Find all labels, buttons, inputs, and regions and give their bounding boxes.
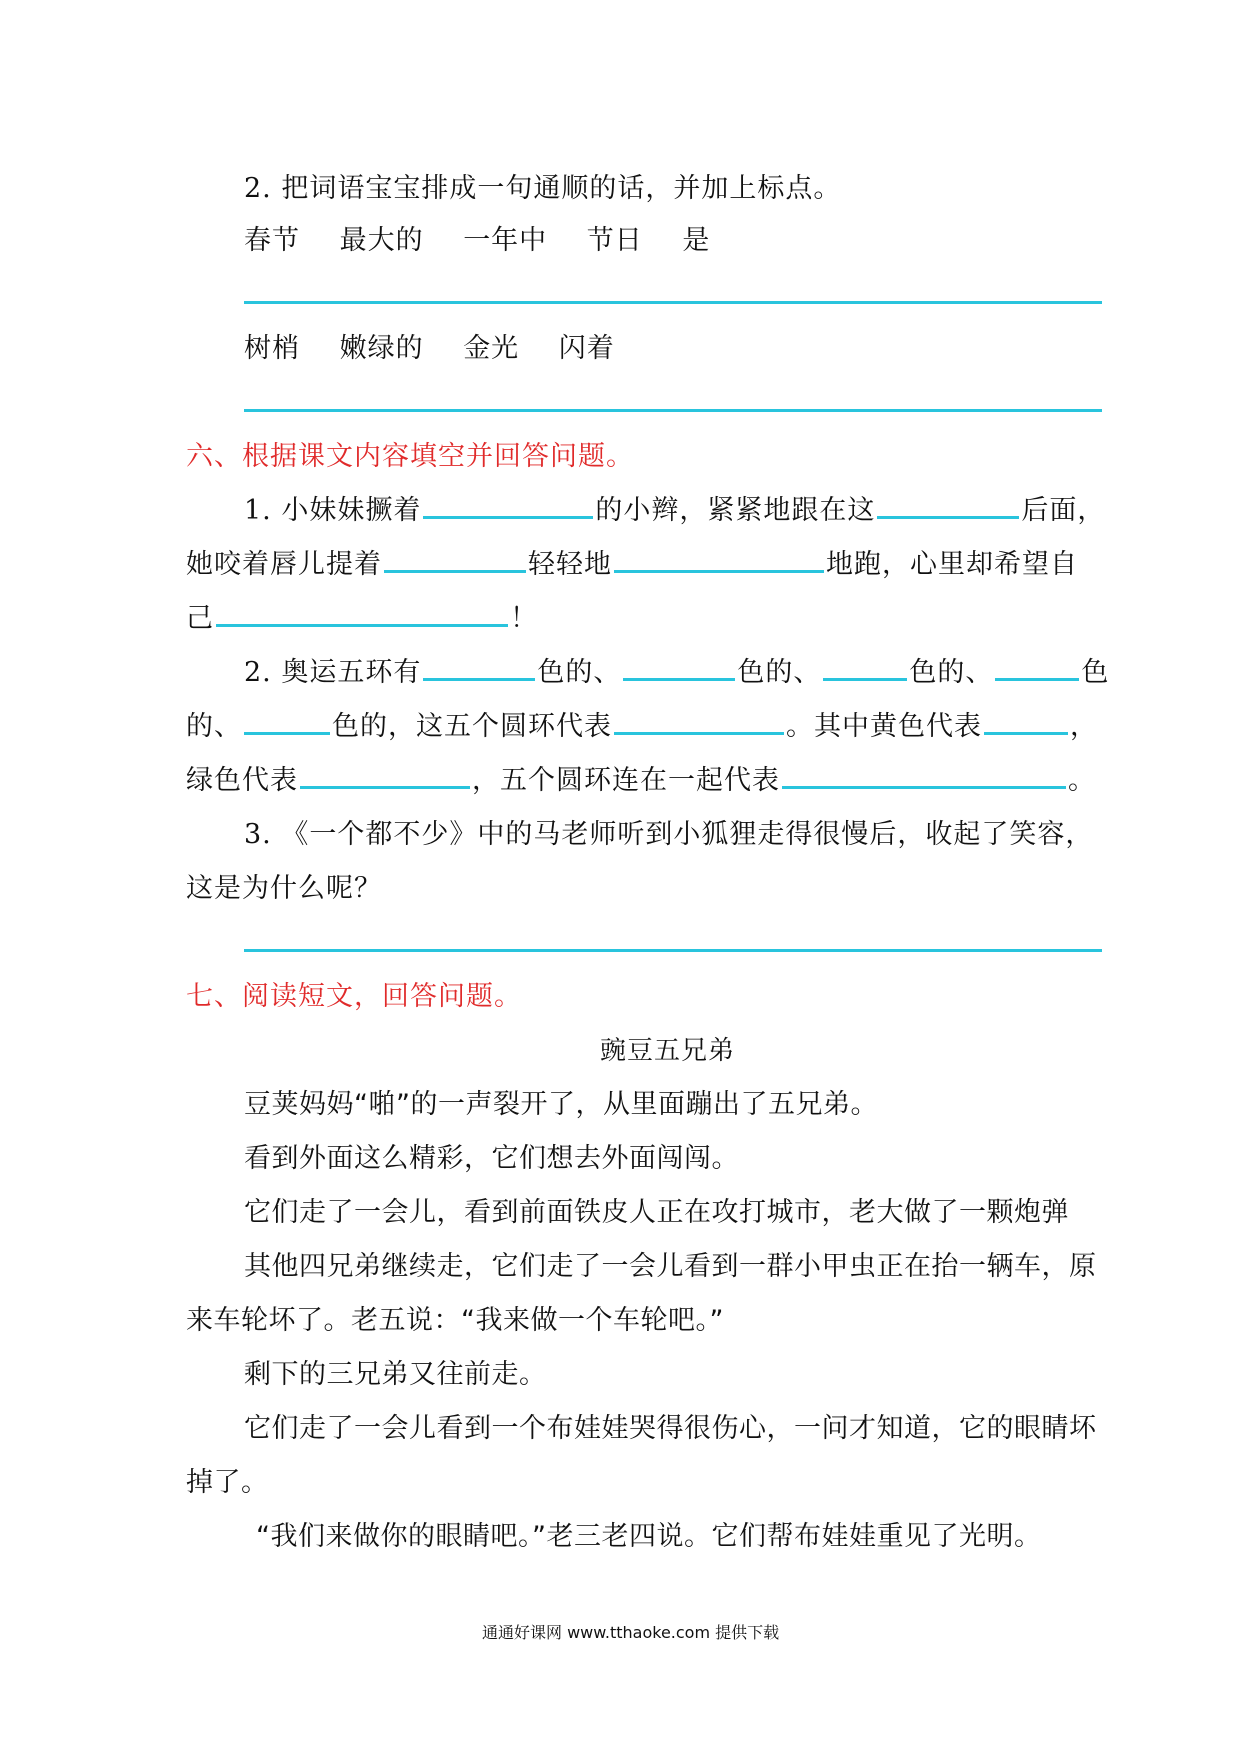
section-7-heading: 七、阅读短文，回答问题。 [186,981,522,1012]
text: 的、 [186,711,242,742]
fill-blank[interactable] [995,652,1079,681]
q6-2-line1 [244,650,1109,689]
passage-line: “我们来做你的眼睛吧。”老三老四说。它们帮布娃娃重见了光明。 [256,1521,1042,1552]
word: 树梢 [244,333,300,364]
q5-2-prompt: 2. 把词语宝宝排成一句通顺的话，并加上标点。 [244,173,842,204]
q6-1-line1 [244,488,1105,527]
word: 是 [682,225,711,256]
word: 节日 [586,225,643,256]
word: 嫩绿的 [339,333,424,364]
passage-line: 它们走了一会儿，看到前面铁皮人正在攻打城市，老大做了一颗炮弹 [244,1197,1069,1228]
text: 色的、 [737,657,822,688]
text: 后面， [1021,495,1106,526]
answer-line[interactable] [244,949,1102,952]
fill-blank[interactable] [984,706,1068,735]
passage-line: 豆荚妈妈“啪”的一声裂开了，从里面蹦出了五兄弟。 [244,1089,878,1120]
passage-line: 剩下的三兄弟又往前走。 [244,1359,547,1390]
text: 色 [1081,657,1110,688]
passage-line: 看到外面这么精彩，它们想去外面闯闯。 [244,1143,739,1174]
fill-blank[interactable] [614,706,784,735]
fill-blank[interactable] [423,490,593,519]
q6-2-line2 [186,704,1098,743]
fill-blank[interactable] [614,544,824,573]
footer-text: 通通好课网 www.tthaoke.com 提供下载 [482,1623,780,1642]
text: 1. 小妹妹撅着 [244,495,422,526]
text: 色的、 [537,657,622,688]
text: 2. 奥运五环有 [244,657,422,688]
fill-blank[interactable] [877,490,1019,519]
word: 春节 [244,225,300,256]
text: 她咬着唇儿提着 [186,549,382,580]
text: 轻轻地 [528,549,612,580]
word: 最大的 [339,225,424,256]
text: 色的、 [909,657,994,688]
fill-blank[interactable] [300,760,470,789]
word: 金光 [463,333,520,364]
word: 闪着 [558,333,615,364]
fill-blank[interactable] [244,706,330,735]
word: 一年中 [463,225,548,256]
text: ， [1070,711,1098,742]
section-6-heading: 六、根据课文内容填空并回答问题。 [186,441,634,472]
passage-line: 它们走了一会儿看到一个布娃娃哭得很伤心，一问才知道，它的眼睛坏 [244,1413,1097,1444]
passage-line: 来车轮坏了。老五说：“我来做一个车轮吧。” [186,1305,724,1336]
text: 。其中黄色代表 [786,711,982,742]
text: 地跑，心里却希望自 [826,549,1078,580]
text: ，五个圆环连在一起代表 [472,765,780,796]
passage-line: 其他四兄弟继续走，它们走了一会儿看到一群小甲虫正在抬一辆车，原 [244,1251,1097,1282]
fill-blank[interactable] [782,760,1066,789]
fill-blank[interactable] [823,652,907,681]
fill-blank[interactable] [623,652,735,681]
text: 绿色代表 [186,765,298,796]
word-set-1 [244,218,740,257]
q6-1-line3 [186,596,538,635]
q6-1-line2 [186,542,1078,581]
fill-blank[interactable] [423,652,535,681]
word-set-2 [244,326,645,365]
answer-line[interactable] [244,409,1102,412]
q6-2-line3 [186,758,1096,797]
fill-blank[interactable] [384,544,526,573]
q6-3-line2: 这是为什么呢？ [186,873,382,904]
text: 己 [186,603,214,634]
text: ！ [510,603,538,634]
answer-line[interactable] [244,301,1102,304]
text: 的小辫，紧紧地跟在这 [595,495,876,526]
text: 色的，这五个圆环代表 [332,711,612,742]
q6-3-line1: 3. 《一个都不少》中的马老师听到小狐狸走得很慢后，收起了笑容， [244,819,1094,850]
passage-title: 豌豆五兄弟 [600,1036,736,1066]
fill-blank[interactable] [216,598,508,627]
passage-line: 掉了。 [186,1467,269,1498]
text: 。 [1068,765,1096,796]
